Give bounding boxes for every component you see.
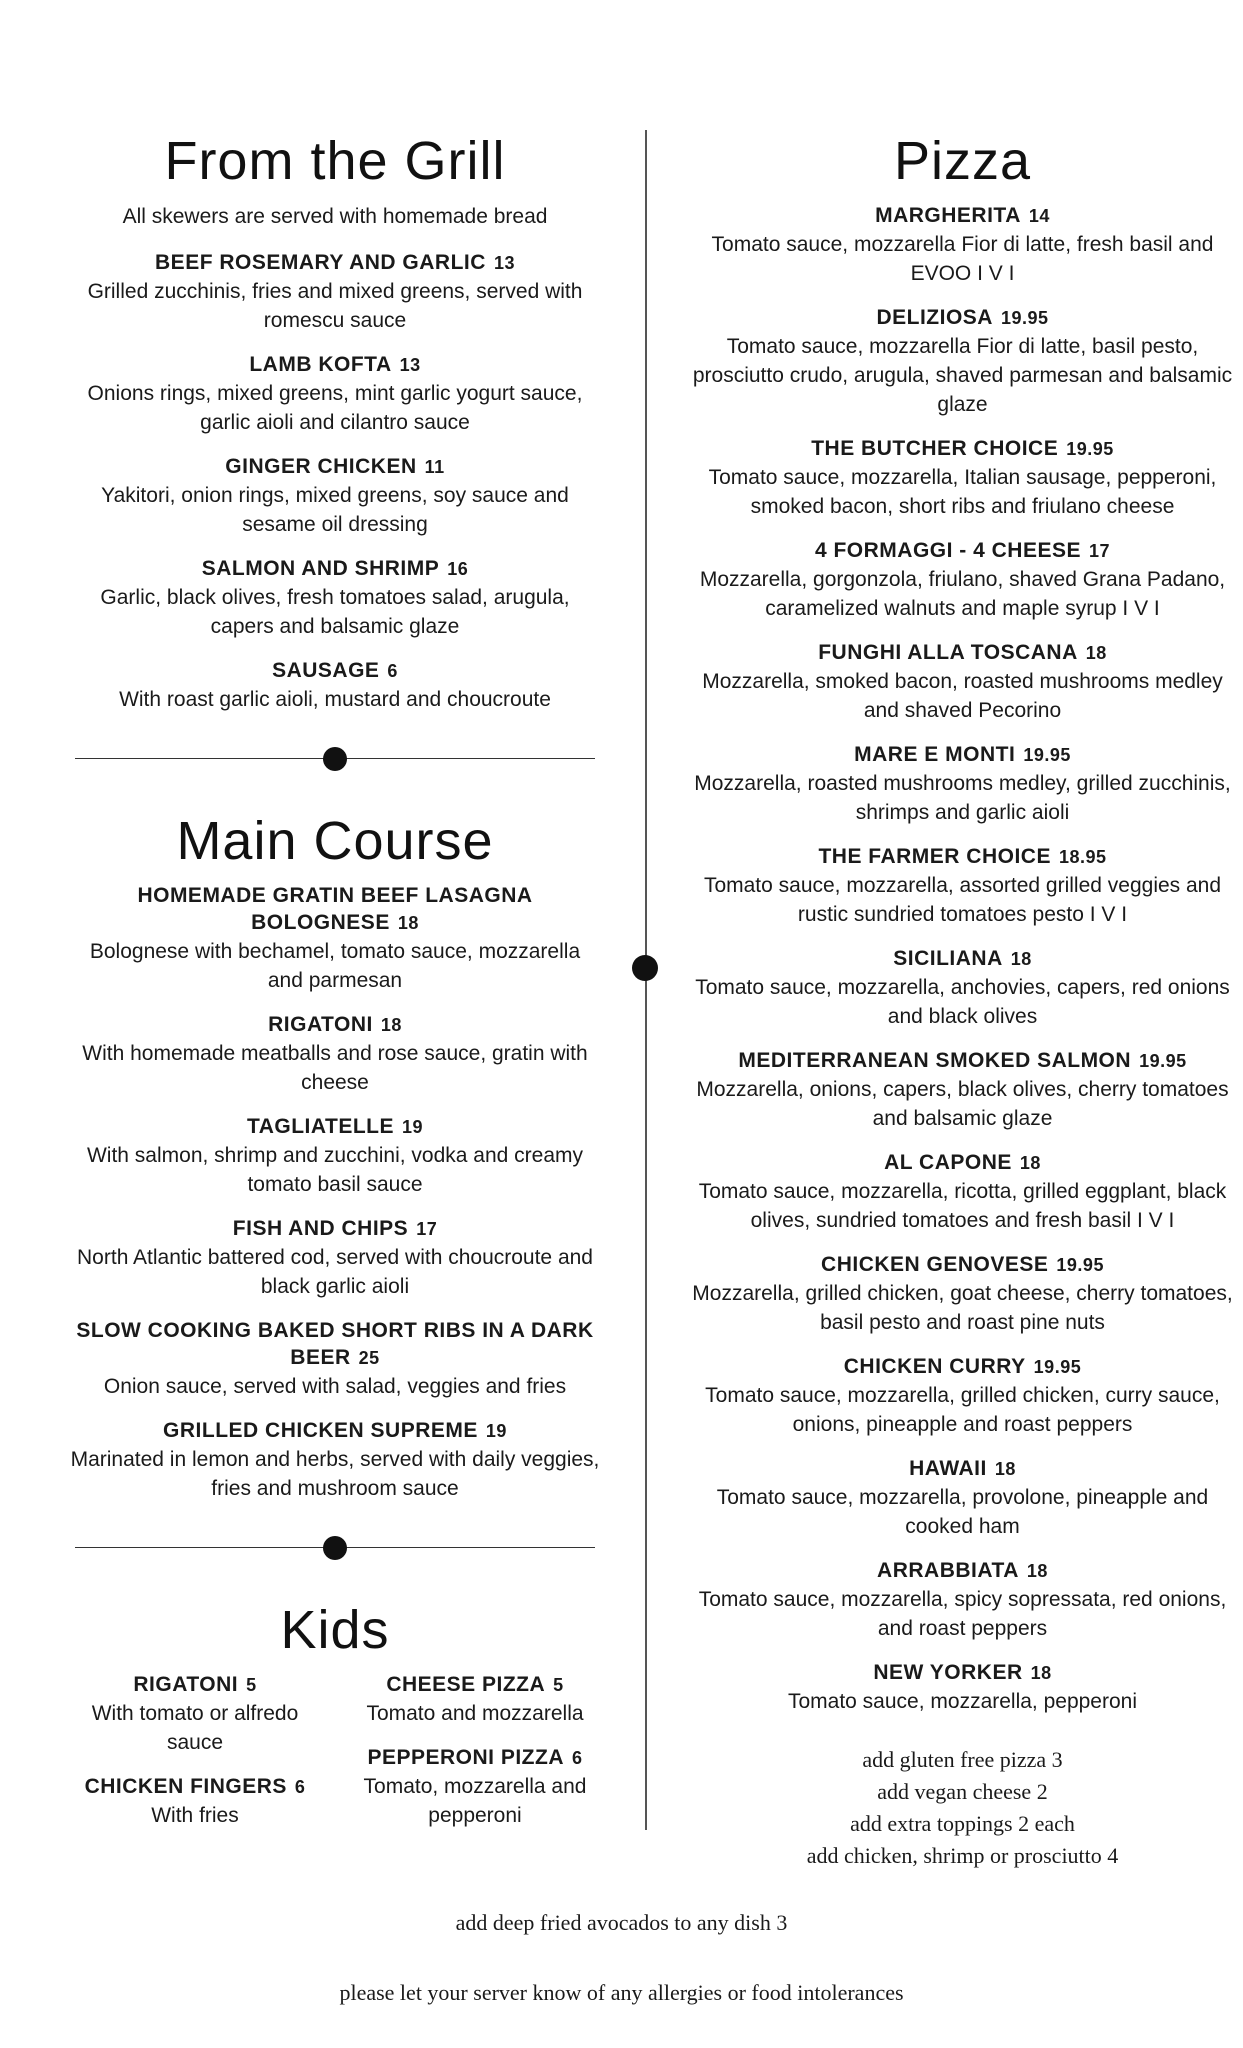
section-divider [70,744,600,774]
menu-item [350,1671,600,1728]
menu-item-price: 6 [572,1748,583,1768]
menu-item-name: NEW YORKER [873,1661,1023,1684]
menu-item-price: 6 [387,661,398,681]
menu-item-price: 18 [1010,949,1032,969]
menu-item-name: BEEF ROSEMARY AND GARLIC [155,251,486,274]
menu-item-description: With tomato or alfredo sauce [91,1702,299,1754]
menu-item-price: 19 [485,1421,507,1441]
menu-item-price: 5 [246,1675,257,1695]
extra-line: add vegan cheese 2 [877,1779,1048,1804]
menu-item-description: Tomato sauce, mozzarella, spicy sopressata, red onions, and roast peppers [698,1588,1227,1640]
menu-item-description: North Atlantic battered cod, served with choucroute and black garlic aioli [77,1246,593,1298]
menu-item-price: 18 [380,1015,402,1035]
menu-item-name-line [690,639,1235,667]
section-title-kids: Kids [280,1600,390,1660]
menu-item-name-line [690,1149,1235,1177]
menu-item [70,882,600,995]
menu-item-price: 19.95 [1139,1051,1187,1071]
menu-item-price: 14 [1028,206,1050,226]
menu-item-name-line [70,1011,600,1039]
menu-item-price: 19.95 [1023,745,1071,765]
pizza-section [690,130,1235,1872]
menu-item-name: MARGHERITA [875,204,1021,227]
menu-item-name: ARRABBIATA [877,1559,1019,1582]
menu-item-name-line [690,945,1235,973]
menu-item [70,453,600,539]
section-title-grill: From the Grill [164,131,506,191]
main-course-section [70,810,600,1503]
menu-item [350,1744,600,1830]
extra-line: add extra toppings 2 each [850,1811,1075,1836]
menu-item [70,1317,600,1401]
menu-item-name-line [690,1455,1235,1483]
menu-item-name-line [690,435,1235,463]
kids-columns [70,1671,600,1846]
menu-item-price: 19.95 [1066,439,1114,459]
menu-item-name-line [690,537,1235,565]
left-column [70,130,600,1846]
menu-item-name: SAUSAGE [272,659,380,682]
menu-item-description: Mozzarella, grilled chicken, goat cheese, cherry tomatoes, basil pesto and roast pine nuts [692,1282,1233,1334]
menu-item [70,657,600,714]
menu-item-price: 19.95 [1056,1255,1104,1275]
menu-item-price: 16 [447,559,469,579]
menu-item-description: Tomato sauce, mozzarella, Italian sausage, pepperoni, smoked bacon, short ribs and friulano cheese [708,466,1217,518]
menu-item-description: Tomato sauce, mozzarella, grilled chicken, curry sauce, onions, pineapple and roast peppers [705,1384,1220,1436]
menu-item-price: 18 [1026,1561,1048,1581]
menu-item [70,1671,320,1757]
menu-item-price: 6 [294,1777,306,1797]
menu-item [70,249,600,335]
menu-item [690,1659,1235,1716]
menu-item [690,304,1235,419]
pizza-extras [690,1744,1235,1872]
menu-item-description: Mozzarella, gorgonzola, friulano, shaved Grana Padano, caramelized walnuts and maple syrup I V I [699,568,1226,620]
menu-item-name-line [690,1557,1235,1585]
menu-item-name-line [350,1671,600,1699]
menu-item-price: 18 [397,913,419,933]
menu-item-price: 13 [399,355,421,375]
menu-item-price: 18 [1085,643,1107,663]
menu-item [690,843,1235,929]
menu-item-name-line [690,843,1235,871]
kids-right-column [350,1671,600,1846]
menu-item [690,639,1235,725]
menu-item-price: 18 [1019,1153,1041,1173]
menu-item-name: DELIZIOSA [876,306,993,329]
menu-item [690,741,1235,827]
menu-item-description: Yakitori, onion rings, mixed greens, soy sauce and sesame oil dressing [101,484,569,536]
menu-item-description: Tomato, mozzarella and pepperoni [363,1775,587,1827]
menu-item-description: Tomato sauce, mozzarella, assorted grilled veggies and rustic sundried tomatoes pesto I V I [703,874,1222,926]
menu-item-name: LAMB KOFTA [249,353,392,376]
menu-item-description: Mozzarella, onions, capers, black olives, cherry tomatoes and balsamic glaze [696,1078,1229,1130]
menu-item-description: Tomato sauce, mozzarella Fior di latte, basil pesto, prosciutto crudo, arugula, shaved parmesan and balsamic glaze [692,335,1233,416]
menu-item-name-line [70,882,600,937]
menu-item [70,555,600,641]
menu-item-price: 25 [358,1348,380,1368]
menu-item [70,1011,600,1097]
menu-item-price: 18 [1030,1663,1052,1683]
menu-item-description: Mozzarella, smoked bacon, roasted mushrooms medley and shaved Pecorino [702,670,1223,722]
menu-item-name: PEPPERONI PIZZA [367,1746,564,1769]
right-column [690,130,1235,1872]
menu-item-description: Marinated in lemon and herbs, served with daily veggies, fries and mushroom sauce [70,1448,600,1500]
pizza-items [690,202,1235,1716]
menu-item [690,945,1235,1031]
menu-item-price: 13 [493,253,515,273]
menu-item-price: 18 [994,1459,1016,1479]
menu-item-description: Onion sauce, served with salad, veggies and fries [103,1375,567,1398]
menu-item [690,1353,1235,1439]
menu-item-price: 17 [416,1219,438,1239]
menu-item-name-line [70,1671,320,1699]
menu-item-name: THE FARMER CHOICE [818,845,1051,868]
menu-item-name: SLOW COOKING BAKED SHORT RIBS IN A DARK BEER [76,1319,594,1369]
kids-section [70,1599,600,1846]
menu-item-name-line [690,1353,1235,1381]
menu-item [70,1113,600,1199]
menu-item-name-line [690,1251,1235,1279]
menu-item [690,435,1235,521]
footer-allergy-note: please let your server know of any allergies or food intolerances [339,1980,904,2005]
menu-item-name-line [350,1744,600,1772]
menu-item-name: CHICKEN CURRY [843,1355,1026,1378]
menu-item-description: Mozzarella, roasted mushrooms medley, grilled zucchinis, shrimps and garlic aioli [694,772,1231,824]
section-title-main-course: Main Course [176,811,494,871]
section-title-pizza: Pizza [893,131,1032,191]
menu-item-name: CHICKEN FINGERS [84,1775,287,1798]
menu-item-name: FISH AND CHIPS [232,1217,409,1240]
menu-item-name-line [70,1773,320,1801]
grill-items [70,249,600,714]
menu-item-name-line [690,1659,1235,1687]
menu-item-name: CHEESE PIZZA [386,1673,546,1696]
menu-item [70,1417,600,1503]
footer-avocado-note: add deep fried avocados to any dish 3 [455,1910,788,1935]
menu-item-name-line [70,1113,600,1141]
menu-item-name-line [70,351,600,379]
extra-line: add chicken, shrimp or prosciutto 4 [806,1843,1119,1868]
menu-item-price: 18.95 [1058,847,1107,867]
extra-line: add gluten free pizza 3 [862,1747,1063,1772]
menu-item-name-line [690,741,1235,769]
menu-item-price: 17 [1089,541,1111,561]
menu-item-name: RIGATONI [268,1013,373,1036]
menu-item-price: 5 [553,1675,564,1695]
menu-item-description: Tomato sauce, mozzarella, anchovies, capers, red onions and black olives [695,976,1230,1028]
menu-item-name-line [690,304,1235,332]
menu-item [690,1557,1235,1643]
menu-item-description: With salmon, shrimp and zucchini, vodka and creamy tomato basil sauce [86,1144,584,1196]
menu-item [690,1251,1235,1337]
menu-item-name: 4 FORMAGGI - 4 CHEESE [814,539,1081,562]
menu-item-name-line [70,1215,600,1243]
menu-item [690,1047,1235,1133]
main-course-items [70,882,600,1503]
menu-item-description: Grilled zucchinis, fries and mixed greens, served with romescu sauce [87,280,583,332]
menu-item-description: Tomato sauce, mozzarella, provolone, pineapple and cooked ham [716,1486,1209,1538]
menu-item-name-line [70,657,600,685]
menu-item-name: SICILIANA [893,947,1003,970]
menu-item-price: 19.95 [1000,308,1049,328]
section-divider [70,1533,600,1563]
menu-item-name-line [70,1317,600,1372]
menu-item [690,537,1235,623]
menu-item-name: FUNGHI ALLA TOSCANA [818,641,1078,664]
menu-item-description: Tomato sauce, mozzarella, pepperoni [787,1690,1138,1713]
menu-item-name-line [690,202,1235,230]
menu-item-description: Garlic, black olives, fresh tomatoes salad, arugula, capers and balsamic glaze [100,586,570,638]
menu-item-name: HAWAII [909,1457,987,1480]
menu-item-description: Tomato sauce, mozzarella Fior di latte, fresh basil and EVOO I V I [711,233,1214,285]
menu-item-price: 19.95 [1033,1357,1082,1377]
menu-item-name-line [690,1047,1235,1075]
menu-item [70,351,600,437]
menu-item-name: THE BUTCHER CHOICE [811,437,1059,460]
menu-item-name: TAGLIATELLE [246,1115,394,1138]
menu-item-description: Tomato and mozzarella [366,1702,584,1725]
menu-item-name: CHICKEN GENOVESE [821,1253,1049,1276]
menu-item-description: Onions rings, mixed greens, mint garlic yogurt sauce, garlic aioli and cilantro sauce [87,382,583,434]
menu-item-name: MEDITERRANEAN SMOKED SALMON [738,1049,1132,1072]
menu-item [690,1455,1235,1541]
menu-item-name: HOMEMADE GRATIN BEEF LASAGNA BOLOGNESE [137,884,533,934]
column-divider-dot [632,955,658,981]
menu-item-price: 11 [424,457,445,477]
menu-item-description: Tomato sauce, mozzarella, ricotta, grilled eggplant, black olives, sundried tomatoes and fresh basil I V I [698,1180,1227,1232]
menu-item-name-line [70,555,600,583]
menu-item-name: AL CAPONE [884,1151,1012,1174]
menu-item-name-line [70,249,600,277]
kids-left-column [70,1671,320,1846]
menu-item-name-line [70,453,600,481]
menu-item-name: GINGER CHICKEN [225,455,417,478]
menu-item [690,1149,1235,1235]
menu-item [690,202,1235,288]
menu-item-description: With roast garlic aioli, mustard and choucroute [119,688,551,711]
menu-item-description: With homemade meatballs and rose sauce, gratin with cheese [82,1042,588,1094]
menu-item-name: MARE E MONTI [854,743,1016,766]
menu-item-description: Bolognese with bechamel, tomato sauce, mozzarella and parmesan [89,940,581,992]
menu-item [70,1215,600,1301]
menu-item-name-line [70,1417,600,1445]
menu-item-name: RIGATONI [133,1673,239,1696]
grill-intro: All skewers are served with homemade bread [122,205,548,228]
menu-item-name: GRILLED CHICKEN SUPREME [163,1419,478,1442]
menu-item-description: With fries [151,1804,239,1827]
menu-item-name: SALMON AND SHRIMP [201,557,440,580]
grill-section [70,130,600,714]
menu-item [70,1773,320,1830]
menu-item-price: 19 [402,1117,424,1137]
